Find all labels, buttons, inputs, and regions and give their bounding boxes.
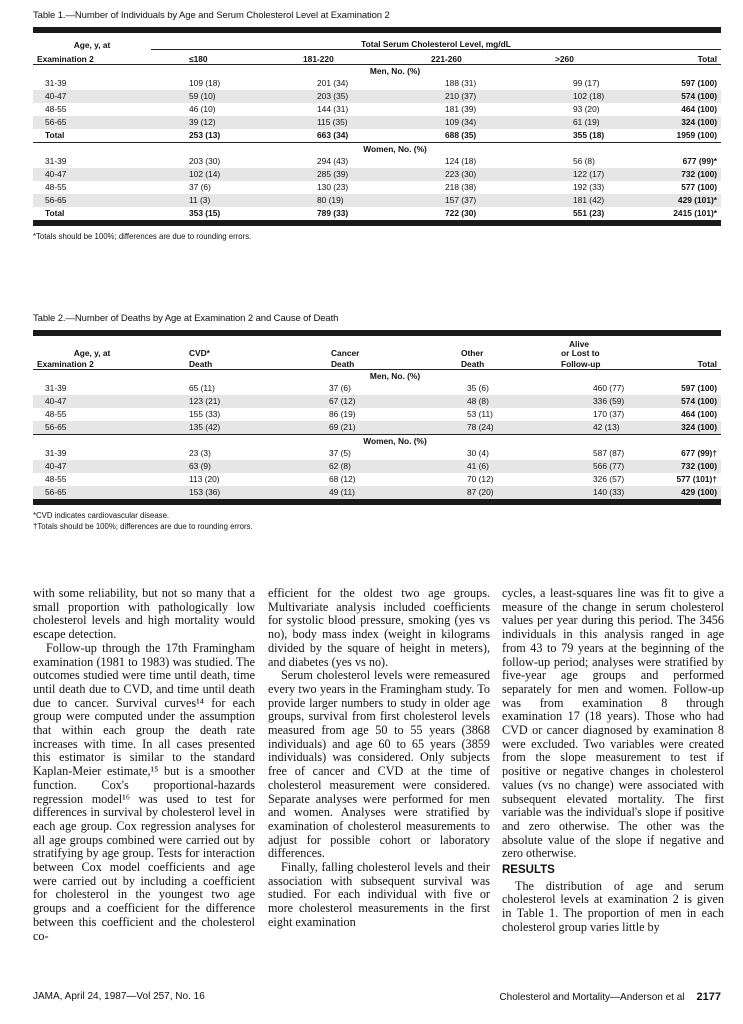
footer-journal: JAMA, April 24, 1987—Vol 257, No. 16 <box>33 991 205 1002</box>
total-row <box>33 129 721 143</box>
table-cell: 577 (100) <box>681 181 718 192</box>
table-cell: 41 (6) <box>429 460 555 473</box>
table-cell: 192 (33) <box>573 181 605 192</box>
paragraph: The distribution of age and serum cholesterol levels at examination 2 is given in Table 1. The proportion of men in each cholesterol group varies little by <box>502 878 724 934</box>
table-cell: 464 (100) <box>681 103 718 114</box>
table-cell: 210 (37) <box>407 90 535 103</box>
table-row <box>33 168 721 181</box>
page-number: 2177 <box>696 991 721 1003</box>
table-cell: 115 (35) <box>279 116 407 129</box>
table-2-footnote-1: *CVD indicates cardiovascular disease. <box>33 511 170 520</box>
table-cell: 102 (18) <box>535 90 639 103</box>
table-2-men-rows <box>33 382 721 435</box>
table-cell: 223 (30) <box>407 168 535 181</box>
table-cell: 203 (35) <box>279 90 407 103</box>
table-row <box>33 116 721 129</box>
row-label: 40-47 <box>33 460 151 473</box>
table-cell: 201 (34) <box>317 77 349 88</box>
table-cell: 99 (17) <box>573 77 600 88</box>
table-cell: 285 (39) <box>279 168 407 181</box>
paragraph: Finally, falling cholesterol levels and their association with subsequent survival was studied. For each individual with five or more cholesterol measurements in the first eight examination <box>268 860 490 929</box>
table-cell: 188 (31) <box>445 77 477 88</box>
table-cell: 63 (9) <box>151 460 291 473</box>
table-row <box>33 486 721 499</box>
table-cell: 42 (13) <box>555 421 641 435</box>
table-cell: 37 (6) <box>329 383 351 393</box>
table-cell: 722 (30) <box>445 207 477 218</box>
table-cell: 429 (101)* <box>639 194 721 207</box>
footer-running-title <box>499 991 721 1003</box>
other-header-2: Death <box>461 359 485 369</box>
paragraph: efficient for the oldest two age groups. Multivariate analysis included coefficients for systolic blood pressure, smoking (yes vs no), body mass index (weight in kilograms divided by the square of height in meters), and diabetes (yes vs no). <box>268 586 490 669</box>
table-2-bottom-rule <box>33 499 721 505</box>
table-2-grid <box>33 336 721 499</box>
table-cell: 732 (100) <box>639 168 721 181</box>
table-cell: 113 (20) <box>189 474 220 484</box>
table-cell: 30 (4) <box>467 448 489 458</box>
table-cell: 326 (57) <box>593 474 625 484</box>
table-cell: 130 (23) <box>317 181 349 192</box>
table-cell: 11 (3) <box>151 194 279 207</box>
table-cell: 53 (11) <box>467 409 493 419</box>
table-cell: 39 (12) <box>151 116 279 129</box>
table-cell: 732 (100) <box>641 460 721 473</box>
table-cell: 109 (18) <box>189 77 221 88</box>
table-cell: 577 (101)† <box>676 474 717 484</box>
row-label: 56-65 <box>33 194 151 207</box>
total-row <box>33 207 721 220</box>
table-cell: 65 (11) <box>189 383 215 393</box>
row-label: Total <box>45 207 65 218</box>
table-1-men-total <box>33 129 721 143</box>
men-section-label: Men, No. (%) <box>33 64 721 77</box>
paragraph: Follow-up through the 17th Framingham examination (1981 to 1983) was studied. The outcomes studied were time until death, time until death due to CVD, and time until death due to cancer. Survival curves¹⁴ for each group were computed under the assumption that within each group the death rate increases with time. In all cases presented this estimator is similar to the standard Kaplan-Meier estimate,¹⁵ but is a smoother function. Cox's proportional-hazards regression model¹⁶ was used to test for differences in survival by cholesterol level in each age group. Cox regression analyses for all age groups combined were carried out by stratifying by age group. Tests for interaction between Cox model coefficients and age were carried out by including a coefficient for cholesterol in the youngest two age groups and a coefficient for the difference between this coefficient and the cholesterol co- <box>33 640 255 943</box>
table-cell: 574 (100) <box>639 90 721 103</box>
row-label: 48-55 <box>45 103 67 114</box>
table-row <box>33 155 721 168</box>
table-cell: 37 (6) <box>189 181 211 192</box>
body-column-1 <box>33 587 255 943</box>
alive-header-1: Alive <box>569 339 590 349</box>
table-cell: 324 (100) <box>639 116 721 129</box>
women-section-label: Women, No. (%) <box>33 142 721 155</box>
table-cell: 23 (3) <box>189 448 211 458</box>
row-label: 31-39 <box>45 383 67 393</box>
table-cell: 67 (12) <box>291 395 429 408</box>
row-label: 40-47 <box>33 90 151 103</box>
col-header: 181-220 <box>303 53 334 64</box>
row-label: 56-65 <box>33 116 151 129</box>
running-title: Cholesterol and Mortality—Anderson et al <box>499 992 685 1003</box>
table-cell: 140 (33) <box>555 486 641 499</box>
table-cell: 460 (77) <box>593 383 625 393</box>
table-cell: 663 (34) <box>317 129 349 140</box>
table-cell: 59 (10) <box>151 90 279 103</box>
table-2-footnote-2: †Totals should be 100%; differences are due to rounding errors. <box>33 522 253 531</box>
age-header-line2: Examination 2 <box>37 53 94 64</box>
table-cell: 87 (20) <box>429 486 555 499</box>
body-column-3 <box>502 587 724 935</box>
table-cell: 80 (19) <box>279 194 407 207</box>
row-label: 40-47 <box>33 395 151 408</box>
table-row <box>33 181 721 194</box>
row-label: 56-65 <box>33 486 151 499</box>
table-cell: 551 (23) <box>573 207 605 218</box>
table-2-caption: Table 2.—Number of Deaths by Age at Examination 2 and Cause of Death <box>33 313 339 324</box>
age-header-line1: Age, y, at <box>73 39 111 50</box>
age-header-line1: Age, y, at <box>73 349 111 358</box>
table-cell: 155 (33) <box>189 409 221 419</box>
row-label: Total <box>45 129 65 140</box>
cancer-header-1: Cancer <box>331 349 360 358</box>
table-cell: 203 (30) <box>189 155 221 166</box>
table-cell: 102 (14) <box>151 168 279 181</box>
table-cell: 574 (100) <box>641 395 721 408</box>
table-cell: 70 (12) <box>467 474 494 484</box>
table-cell: 35 (6) <box>467 383 489 393</box>
table-cell: 2415 (101)* <box>673 207 718 218</box>
table-cell: 597 (100) <box>681 383 717 393</box>
table-cell: 324 (100) <box>641 421 721 435</box>
table-row <box>33 77 721 90</box>
table-1-caption: Table 1.—Number of Individuals by Age and Serum Cholesterol Level at Examination 2 <box>33 10 390 21</box>
table-cell: 68 (12) <box>329 474 356 484</box>
paragraph: cycles, a least-squares line was fit to give a measure of the change in serum cholesterol values per year during this period. The 3456 individuals in this analysis ranged in age from 43 to 79 years at the beginning of the follow-up period; analyses were stratified by five-year age groups and performed separately for men and women. Follow-up was from examination 8 through examination 17 (18 years). Those who had CVD or cancer diagnosed by examination 8 were excluded. Two variables were created from the slope measurement to test if positive or negative changes in cholesterol values (vs no change) were associated with subsequent elevated mortality. The first variable was the individual's slope if positive and zero otherwise. The other was the absolute value of the slope if negative and zero otherwise. <box>502 586 724 861</box>
table-cell: 181 (42) <box>535 194 639 207</box>
table-cell: 677 (99)* <box>682 155 718 166</box>
men-section-label: Men, No. (%) <box>33 370 721 383</box>
table-cell: 144 (31) <box>317 103 349 114</box>
table-cell: 153 (36) <box>151 486 291 499</box>
table-1-footnote: *Totals should be 100%; differences are due to rounding errors. <box>33 231 252 241</box>
table-2-footnotes <box>33 510 721 532</box>
table-cell: 336 (59) <box>555 395 641 408</box>
table-cell: 61 (19) <box>535 116 639 129</box>
spanner-label: Total Serum Cholesterol Level, mg/dL <box>361 39 511 49</box>
table-row <box>33 103 721 116</box>
table-row <box>33 194 721 207</box>
body-column-2 <box>268 587 490 930</box>
women-section-label: Women, No. (%) <box>33 435 721 448</box>
age-header-line2: Examination 2 <box>37 359 94 369</box>
table-row <box>33 408 721 421</box>
table-cell: 122 (17) <box>535 168 639 181</box>
table-cell: 677 (99)† <box>681 448 717 458</box>
table-cell: 294 (43) <box>317 155 349 166</box>
table-cell: 181 (39) <box>445 103 477 114</box>
col-header: >260 <box>555 53 574 64</box>
table-1-men-rows <box>33 77 721 129</box>
row-label: 31-39 <box>45 448 67 458</box>
table-cell: 37 (5) <box>329 448 351 458</box>
row-label: 31-39 <box>45 77 67 88</box>
table-cell: 597 (100) <box>681 77 718 88</box>
table-cell: 429 (100) <box>641 486 721 499</box>
table-row <box>33 382 721 395</box>
table-cell: 566 (77) <box>555 460 641 473</box>
table-1-women-rows <box>33 155 721 207</box>
row-label: 48-55 <box>45 409 67 419</box>
col-header: 221-260 <box>431 53 462 64</box>
table-cell: 688 (35) <box>445 129 477 140</box>
table-cell: 124 (18) <box>445 155 477 166</box>
col-header: ≤180 <box>189 53 208 64</box>
total-header: Total <box>697 359 717 369</box>
table-cell: 86 (19) <box>329 409 356 419</box>
table-cell: 157 (37) <box>407 194 535 207</box>
table-cell: 62 (8) <box>291 460 429 473</box>
table-row <box>33 421 721 435</box>
table-1-women-total <box>33 207 721 220</box>
table-cell: 464 (100) <box>681 409 717 419</box>
alive-header-3: Follow-up <box>561 359 601 369</box>
row-label: 48-55 <box>45 181 67 192</box>
paragraph: Serum cholesterol levels were remeasured every two years in the Framingham study. To provide larger numbers to study in older age groups, survival from first cholesterol levels measured from age 50 to 55 years (3868 individuals) and age 60 to 65 years (3859 individuals) was considered. Only subjects free of cancer and CVD at the time of cholesterol measurement were considered. Separate analyses were performed for men and women. Analyses were stratified by examination of cholesterol measurements to adjust for possible cohort or laboratory differences. <box>268 668 490 861</box>
table-1-grid <box>33 33 721 220</box>
table-cell: 587 (87) <box>593 448 625 458</box>
cvd-header-1: CVD* <box>189 349 210 358</box>
table-cell: 56 (8) <box>573 155 595 166</box>
table-2-women-rows <box>33 447 721 499</box>
other-header-1: Other <box>461 349 484 358</box>
table-1 <box>33 10 721 242</box>
table-cell: 1959 (100) <box>676 129 718 140</box>
table-row <box>33 395 721 408</box>
table-cell: 109 (34) <box>407 116 535 129</box>
table-cell: 123 (21) <box>151 395 291 408</box>
table-cell: 69 (21) <box>291 421 429 435</box>
table-cell: 789 (33) <box>317 207 349 218</box>
table-row <box>33 90 721 103</box>
table-2 <box>33 313 721 532</box>
table-1-spanner <box>151 33 721 50</box>
row-label: 56-65 <box>33 421 151 435</box>
table-cell: 48 (8) <box>429 395 555 408</box>
row-label: 31-39 <box>45 155 67 166</box>
table-cell: 93 (20) <box>573 103 600 114</box>
table-1-bottom-rule <box>33 220 721 226</box>
table-cell: 253 (13) <box>189 129 221 140</box>
cancer-header-2: Death <box>331 359 355 369</box>
table-cell: 218 (38) <box>445 181 477 192</box>
alive-header-2: or Lost to <box>561 349 600 358</box>
row-label: 48-55 <box>45 474 67 484</box>
table-cell: 78 (24) <box>429 421 555 435</box>
table-row <box>33 447 721 460</box>
table-cell: 135 (42) <box>151 421 291 435</box>
table-cell: 46 (10) <box>189 103 216 114</box>
results-heading: RESULTS <box>502 864 555 877</box>
table-cell: 353 (15) <box>189 207 221 218</box>
table-cell: 355 (18) <box>573 129 605 140</box>
col-header: Total <box>697 53 718 64</box>
table-cell: 49 (11) <box>291 486 429 499</box>
table-cell: 170 (37) <box>593 409 625 419</box>
cvd-header-2: Death <box>189 359 213 369</box>
table-1-age-header <box>33 33 151 50</box>
paragraph: with some reliability, but not so many that a small proportion with pathologically low cholesterol levels and high mortality would escape detection. <box>33 586 255 642</box>
table-row <box>33 460 721 473</box>
table-row <box>33 473 721 486</box>
row-label: 40-47 <box>33 168 151 181</box>
